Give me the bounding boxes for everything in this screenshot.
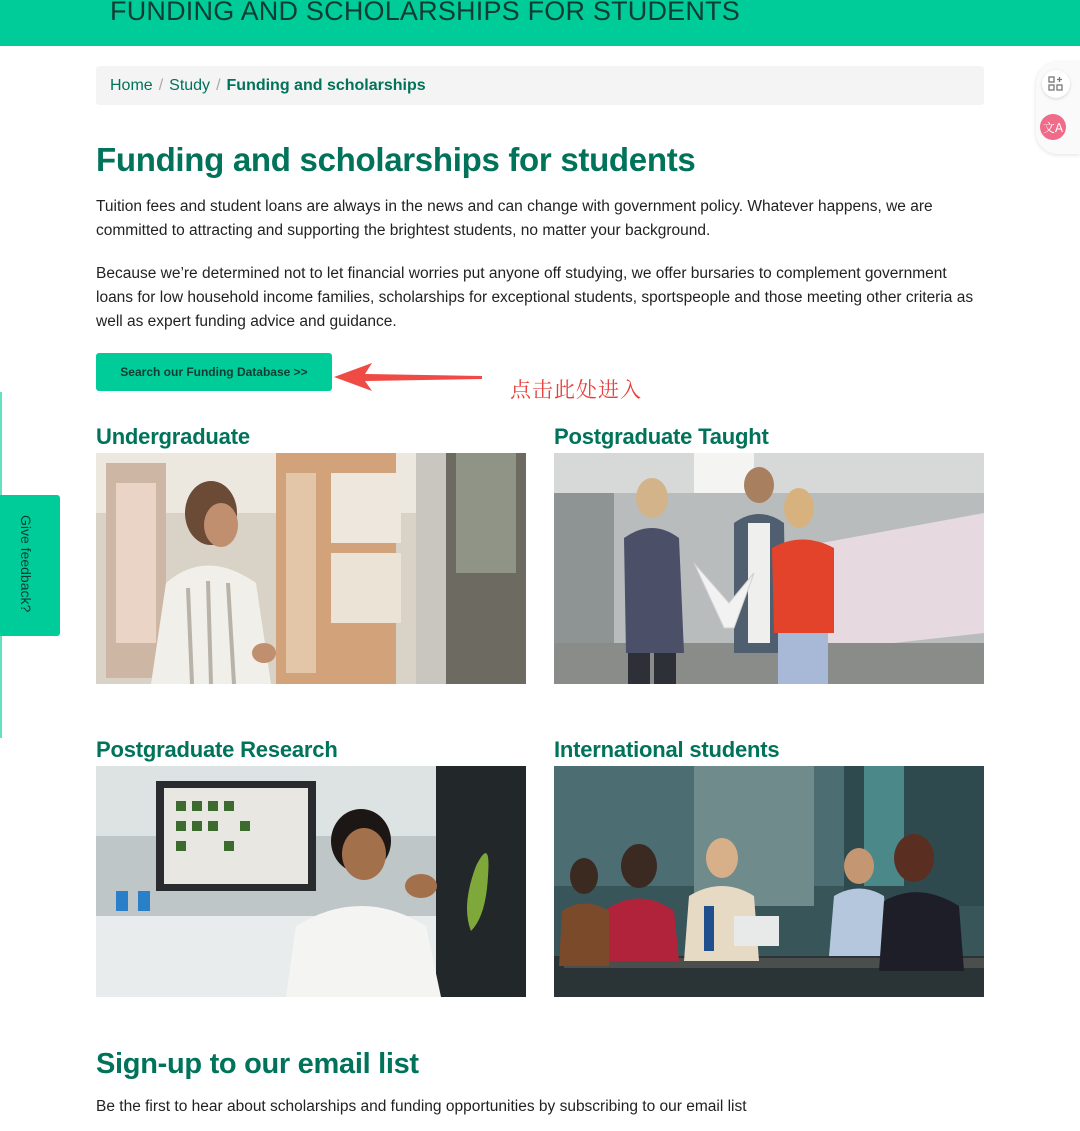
grid-add-icon[interactable] [1042, 70, 1070, 98]
card-title-postgraduate-taught[interactable]: Postgraduate Taught [554, 424, 769, 449]
translate-icon[interactable]: 文A [1040, 114, 1066, 140]
card-image-postgraduate-research[interactable] [96, 766, 526, 997]
annotation-arrow-icon [332, 360, 492, 394]
breadcrumb-study[interactable]: Study [169, 76, 211, 94]
card-title-undergraduate[interactable]: Undergraduate [96, 424, 250, 449]
breadcrumb-home[interactable]: Home [110, 76, 153, 94]
card-image-undergraduate[interactable] [96, 453, 526, 684]
breadcrumb-separator: / [216, 76, 221, 94]
page-title: Funding and scholarships for students [96, 141, 696, 178]
intro-paragraph-2: Because we’re determined not to let financial worries put anyone off studying, we offer bursaries to complement government loans for low household income families, scholarships for exceptional students, sportspeople and those meeting other criteria as well as expert funding advice and guidance. [96, 265, 974, 330]
side-toolbar [1036, 62, 1080, 154]
banner-title: FUNDING AND SCHOLARSHIPS FOR STUDENTS [110, 0, 740, 26]
breadcrumb-current: Funding and scholarships [226, 76, 426, 94]
intro-paragraph-1: Tuition fees and student loans are always in the news and can change with government policy. Whatever happens, we are committed to attracting and supporting the brightest students, no matter your background. [96, 198, 933, 239]
search-funding-database-button[interactable]: Search our Funding Database >> [96, 353, 332, 391]
give-feedback-tab[interactable] [0, 495, 60, 636]
annotation-text: 点击此处进入 [510, 378, 642, 402]
page-banner [0, 0, 1080, 46]
signup-text: Be the first to hear about scholarships and funding opportunities by subscribing to our email list [96, 1098, 747, 1115]
signup-title: Sign-up to our email list [96, 1048, 419, 1080]
card-image-postgraduate-taught[interactable] [554, 453, 984, 684]
card-title-postgraduate-research[interactable]: Postgraduate Research [96, 737, 338, 762]
card-title-international-students[interactable]: International students [554, 737, 780, 762]
card-image-international-students[interactable] [554, 766, 984, 997]
breadcrumb [96, 66, 984, 105]
give-feedback-label: Give feedback? [18, 515, 34, 613]
breadcrumb-separator: / [158, 76, 164, 94]
